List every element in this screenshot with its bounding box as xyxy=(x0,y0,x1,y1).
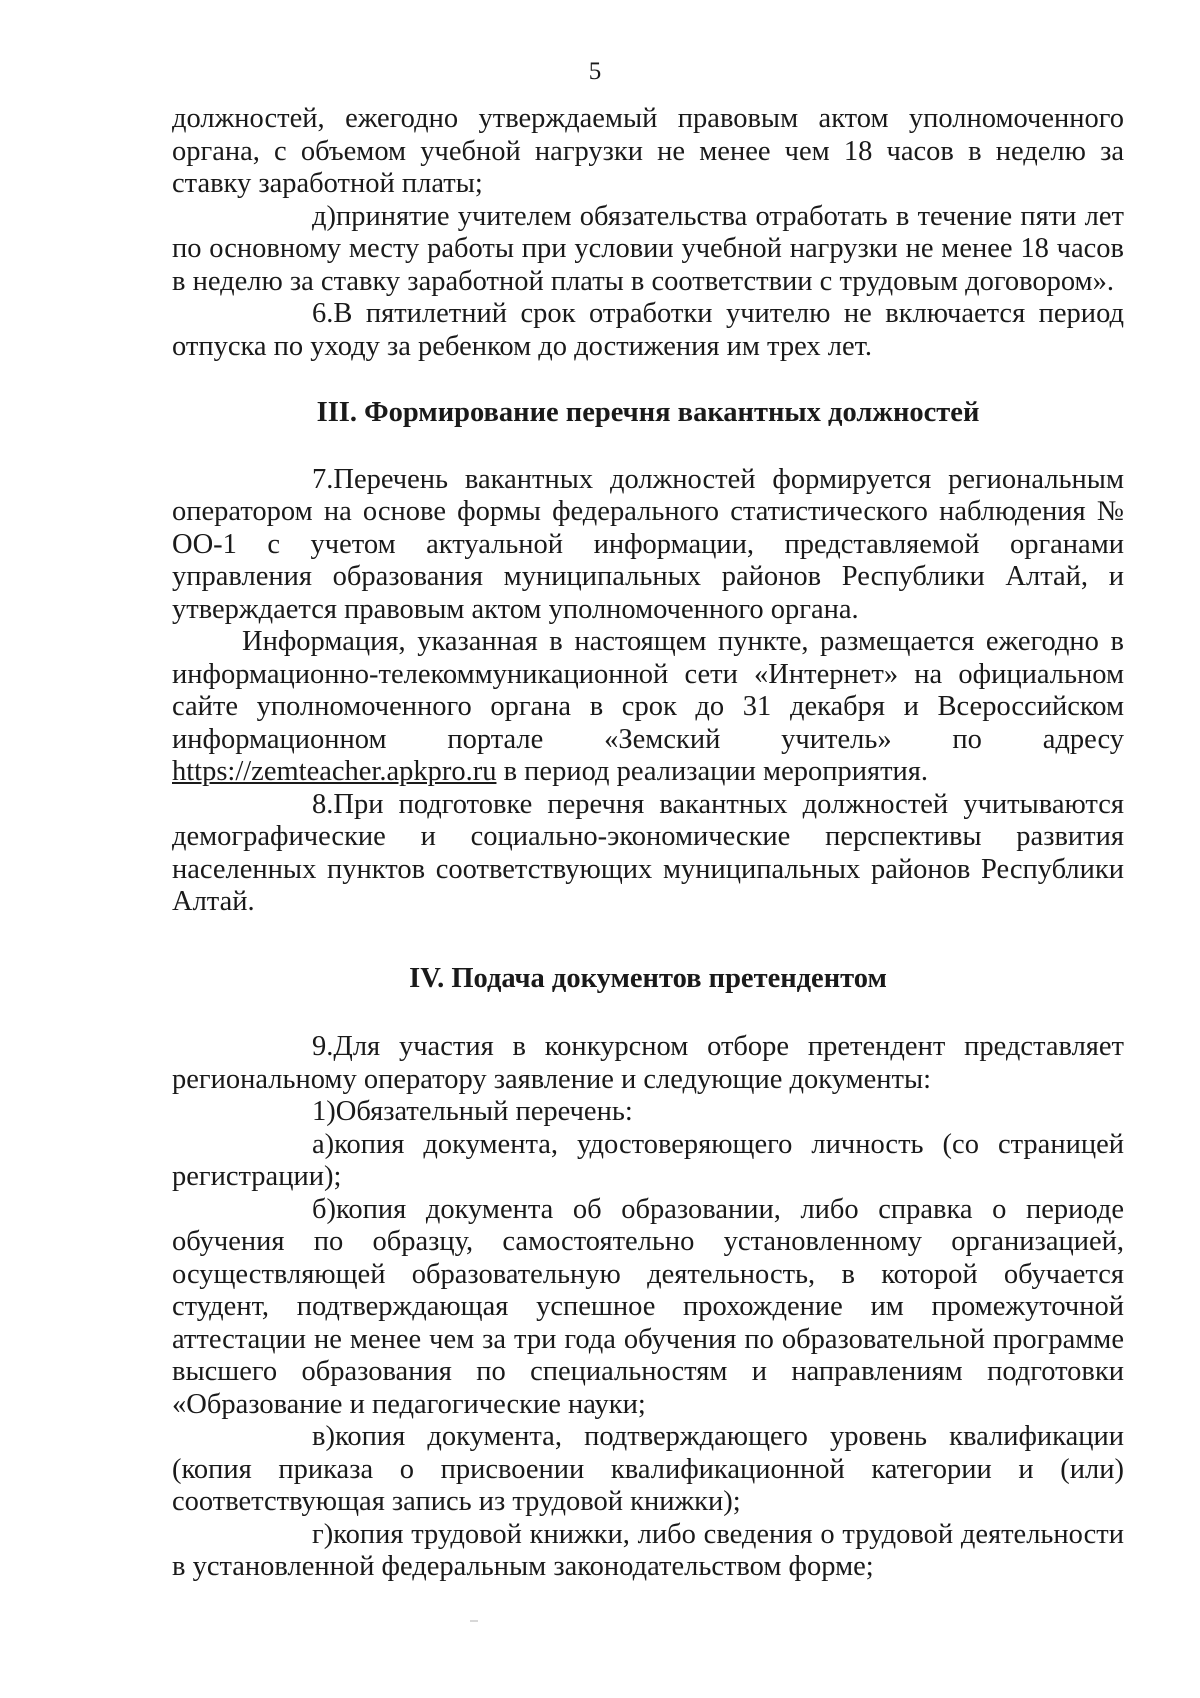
paragraph-7 xyxy=(172,464,1124,627)
paragraph-9 xyxy=(172,1031,1124,1096)
item-text: копия документа об образовании, либо справка о периоде обучения по образцу, самостоятельно установленному организацией, осуществляющей образовательную деятельность, в которой обучается студент, подтверждающая успешное прохождение им промежуточной аттестации не менее чем за три года обучения по образовательной программе высшего образования по специальностям и направлениям подготовки «Образование и педагогические науки; xyxy=(172,1193,1124,1420)
section-3-heading: III. Формирование перечня вакантных должностей xyxy=(316,397,980,428)
item-marker: д) xyxy=(312,200,336,232)
item-text: принятие учителем обязательства отработать в течение пяти лет по основному месту работы при условии учебной нагрузки не менее 18 часов в неделю за ставку заработной платы в соответствии с трудовым договором». xyxy=(172,200,1124,297)
item-text: копия документа, подтверждающего уровень квалификации (копия приказа о присвоении квалификационной категории и (или) соответствующая запись из трудовой книжки); xyxy=(172,1421,1124,1517)
item-text: Перечень вакантных должностей формируется региональным оператором на основе формы федерального статистического наблюдения № ОО-1 с учетом актуальной информации, представляемой органами управления образования муниципальных районов Республики Алтай, и утверждается правовым актом уполномоченного органа. xyxy=(172,463,1124,625)
paragraph-item-d xyxy=(172,201,1124,299)
paragraph-7-info xyxy=(172,626,1124,789)
section-4-heading: IV. Подача документов претендентом xyxy=(409,962,887,994)
item-text: Информация, указанная в настоящем пункте, размещается ежегодно в информационно-телекоммуникационной сети «Интернет» на официальном сайте уполномоченного органа в срок до 31 декабря и Всероссийском информационном портале «Земский учитель» по адресу xyxy=(172,626,1124,755)
portal-link[interactable]: https://zemteacher.apkpro.ru xyxy=(172,756,497,787)
paragraph-item-b xyxy=(172,1194,1124,1422)
item-text: При подготовке перечня вакантных должностей учитываются демографические и социально-экономические перспективы развития населенных пунктов соответствующих муниципальных районов Республики Алтай. xyxy=(172,788,1124,917)
item-marker: г) xyxy=(312,1518,334,1550)
paragraph-item-g xyxy=(172,1519,1124,1584)
item-text: копия трудовой книжки, либо сведения о трудовой деятельности в установленной федеральным законодательством форме; xyxy=(172,1518,1124,1582)
page-number: 5 xyxy=(588,58,602,85)
item-marker: б) xyxy=(312,1193,336,1225)
item-text-tail: в период реализации мероприятия. xyxy=(496,756,929,787)
item-marker: а) xyxy=(312,1128,335,1160)
item-marker: 9. xyxy=(312,1031,334,1062)
item-text: В пятилетний срок отработки учителю не включается период отпуска по уходу за ребенком до достижения им трех лет. xyxy=(172,298,1124,362)
item-marker: 7. xyxy=(312,463,334,495)
scan-artifact xyxy=(470,1620,478,1622)
item-marker: 8. xyxy=(312,788,334,820)
document-body xyxy=(172,103,1124,1584)
item-marker: 6. xyxy=(312,298,334,329)
item-text: копия документа, удостоверяющего личность (со страницей регистрации); xyxy=(172,1128,1124,1192)
item-marker: в) xyxy=(312,1421,335,1452)
item-text: Для участия в конкурсном отборе претендент представляет региональному оператору заявление и следующие документы: xyxy=(172,1031,1124,1095)
paragraph-6 xyxy=(172,298,1124,363)
paragraph-item-a xyxy=(172,1129,1124,1194)
paragraph-item-v xyxy=(172,1421,1124,1519)
item-marker: 1) xyxy=(312,1096,336,1127)
paragraph-8 xyxy=(172,789,1124,919)
item-text: Обязательный перечень: xyxy=(335,1096,633,1127)
paragraph-9-1 xyxy=(172,1096,1124,1129)
paragraph-continuation: должностей, ежегодно утверждаемый правовым актом уполномоченного органа, с объемом учебной нагрузки не менее чем 18 часов в неделю за ставку заработной платы; xyxy=(172,103,1124,199)
